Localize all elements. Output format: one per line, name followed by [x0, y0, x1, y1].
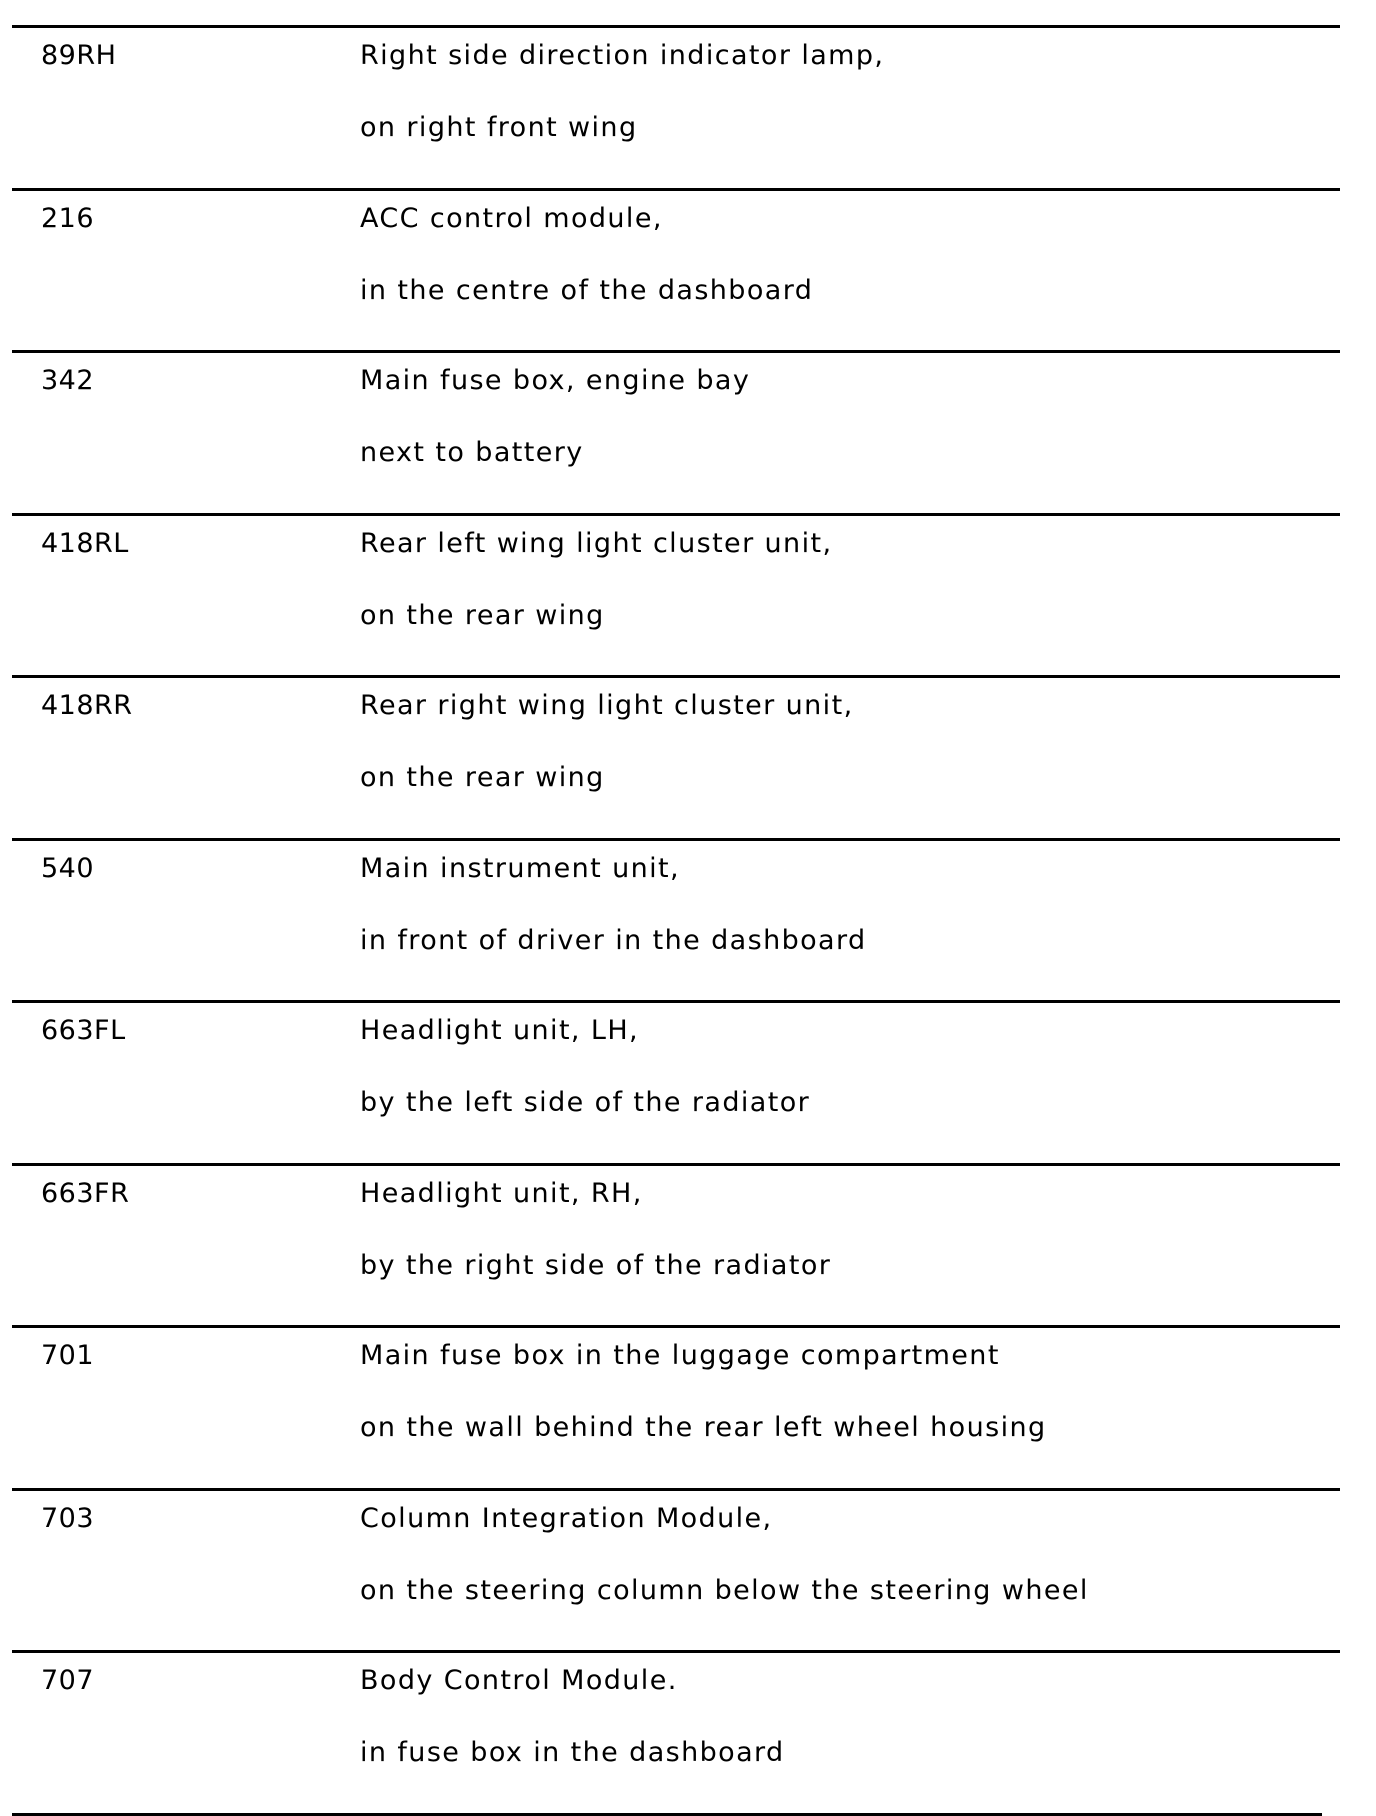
- component-location: on the wall behind the rear left wheel housing: [360, 1412, 1047, 1443]
- component-code: 703: [41, 1502, 95, 1534]
- component-location: in the centre of the dashboard: [360, 274, 814, 306]
- component-code: 701: [41, 1340, 95, 1371]
- table-row: [12, 25, 1340, 188]
- component-code: 418RL: [41, 527, 129, 559]
- table-row: [12, 188, 1340, 351]
- component-location: by the left side of the radiator: [360, 1087, 811, 1118]
- table-row: [12, 1488, 1340, 1651]
- component-location: on the rear wing: [360, 599, 605, 631]
- table-row: [12, 1650, 1340, 1813]
- component-location: in fuse box in the dashboard: [360, 1737, 785, 1768]
- component-code: 663FR: [41, 1177, 130, 1209]
- component-code: 418RR: [41, 690, 133, 721]
- component-description: Main instrument unit,: [360, 852, 681, 884]
- component-description: ACC control module,: [360, 202, 663, 234]
- component-description: Body Control Module.: [360, 1665, 678, 1696]
- component-code: 707: [41, 1665, 95, 1696]
- table-row: [12, 350, 1340, 513]
- component-description: Rear right wing light cluster unit,: [360, 690, 854, 721]
- component-code: 663FL: [41, 1015, 126, 1046]
- component-description: Right side direction indicator lamp,: [360, 40, 885, 71]
- component-description: Main fuse box in the luggage compartment: [360, 1340, 1000, 1371]
- component-location: on the rear wing: [360, 762, 605, 793]
- table-row: [12, 1325, 1340, 1488]
- component-code: 540: [41, 852, 95, 884]
- table-row: [12, 675, 1340, 838]
- component-location: by the right side of the radiator: [360, 1249, 832, 1281]
- table-row: [12, 1000, 1340, 1163]
- component-location: on right front wing: [360, 112, 638, 143]
- component-description: Rear left wing light cluster unit,: [360, 527, 833, 559]
- component-description: Headlight unit, RH,: [360, 1177, 643, 1209]
- component-code: 342: [41, 365, 95, 396]
- component-description: Headlight unit, LH,: [360, 1015, 640, 1046]
- table-row: [12, 513, 1340, 676]
- table-row: [12, 838, 1340, 1001]
- component-location: in front of driver in the dashboard: [360, 924, 867, 956]
- component-description: Column Integration Module,: [360, 1502, 773, 1534]
- component-code: 216: [41, 202, 95, 234]
- component-location: next to battery: [360, 437, 584, 468]
- component-code: 89RH: [41, 40, 117, 71]
- table-row: [12, 1163, 1340, 1326]
- component-location-table: [12, 25, 1340, 1813]
- component-description: Main fuse box, engine bay: [360, 365, 751, 396]
- component-location: on the steering column below the steering wheel: [360, 1574, 1089, 1606]
